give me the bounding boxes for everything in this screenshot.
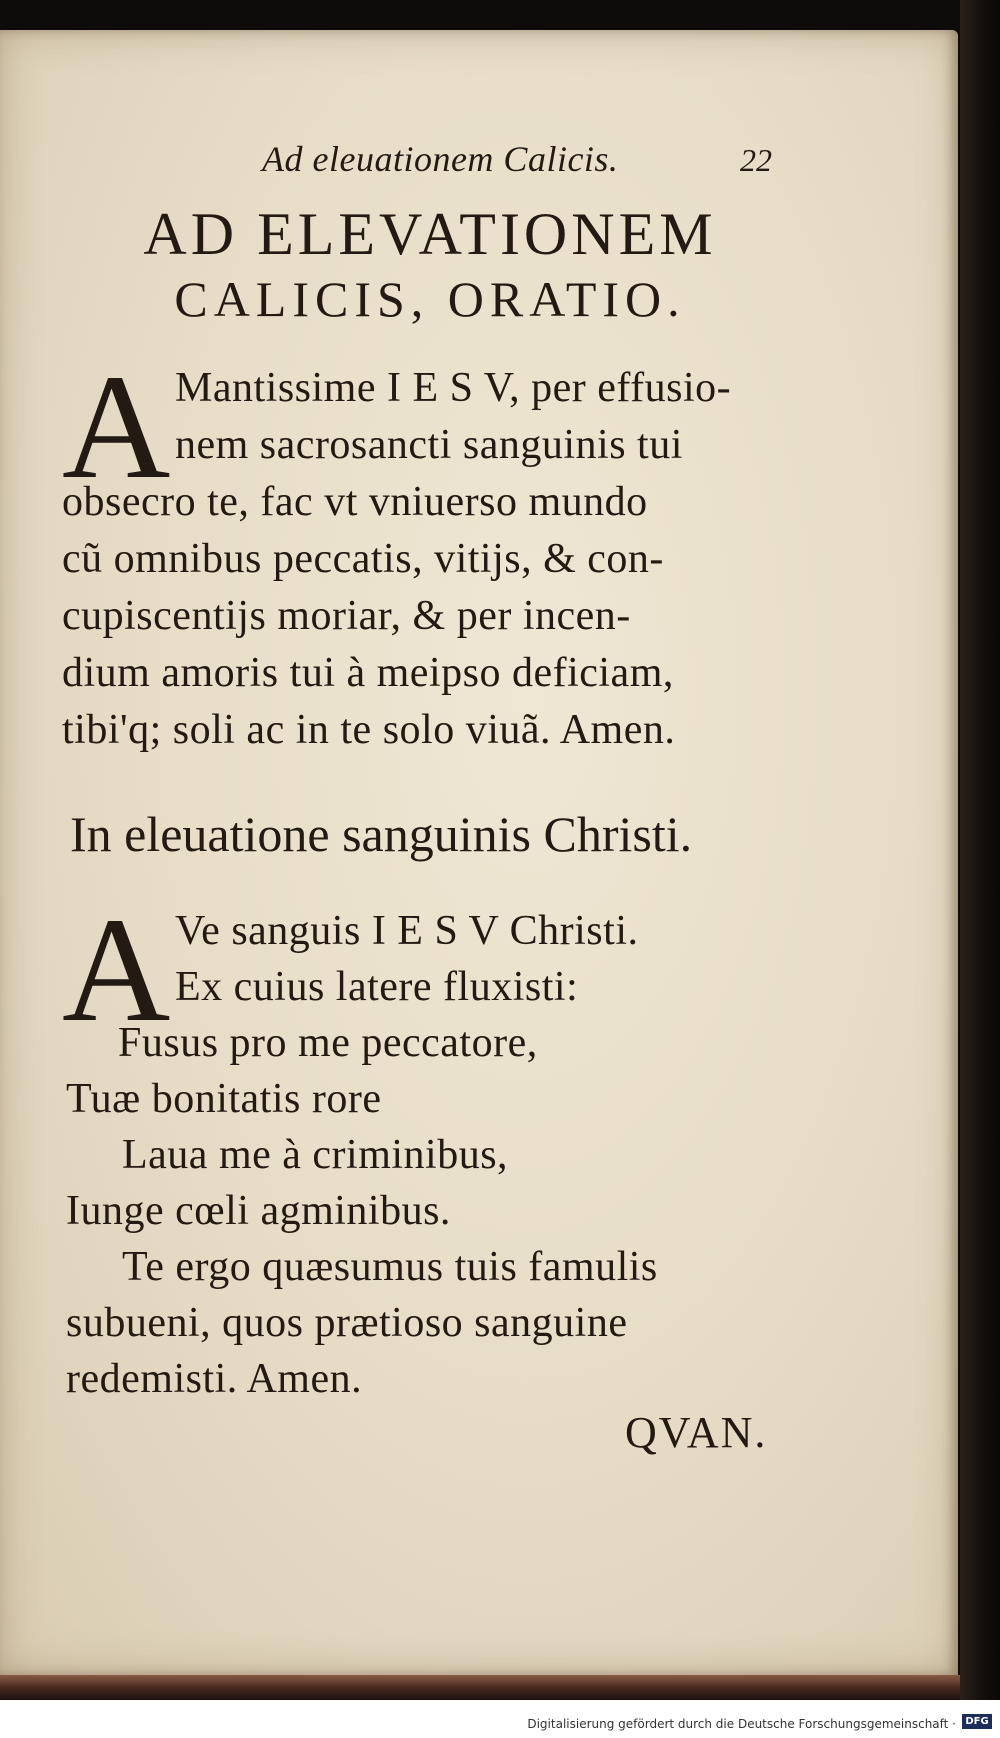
book-edge [960, 0, 1000, 1700]
dfg-logo: DFG [962, 1714, 992, 1729]
prayer-2-line: Tuæ bonitatis rore [66, 1076, 382, 1122]
prayer-1-line: cũ omnibus peccatis, vitijs, & con- [62, 536, 664, 582]
title-line-2: CALICIS, ORATIO. [174, 271, 686, 327]
dropcap-prayer-2: A [62, 887, 171, 1053]
prayer-2-line: Laua me à criminibus, [122, 1132, 509, 1178]
prayer-2-line: subueni, quos prætioso sanguine [66, 1300, 628, 1346]
prayer-2-line: Iunge cœli agminibus. [66, 1188, 451, 1234]
prayer-2-line: Ve sanguis I E S V Christi. [175, 908, 639, 954]
folio-number: 22 [740, 142, 772, 178]
prayer-1-line: cupiscentijs moriar, & per incen- [62, 593, 631, 639]
prayer-2-line: Fusus pro me peccatore, [118, 1020, 538, 1066]
running-head: Ad eleuationem Calicis. [262, 139, 619, 179]
prayer-1-line: obsecro te, fac vt vniuerso mundo [62, 479, 648, 525]
section-heading: In eleuatione sanguinis Christi. [70, 806, 693, 862]
page-bottom-edge [0, 1675, 960, 1700]
footer-credit: Digitalisierung gefördert durch die Deutsche Forschungsgemeinschaft · [527, 1717, 956, 1731]
prayer-1-line: nem sacrosancti sanguinis tui [175, 422, 683, 468]
prayer-2-line: Te ergo quæsumus tuis famulis [122, 1244, 658, 1290]
prayer-2-line: redemisti. Amen. [66, 1356, 363, 1402]
title-line-1: AD ELEVATIONEM [143, 201, 717, 267]
catchword: QVAN. [625, 1408, 768, 1457]
prayer-1-line: dium amoris tui à meipso deficiam, [62, 650, 674, 696]
dropcap-prayer-1: A [62, 344, 171, 510]
prayer-1-line: tibi'q; soli ac in te solo viuã. Amen. [62, 707, 676, 753]
prayer-2-line: Ex cuius latere fluxisti: [175, 964, 579, 1010]
prayer-1-line: Mantissime I E S V, per effusio- [175, 365, 732, 411]
